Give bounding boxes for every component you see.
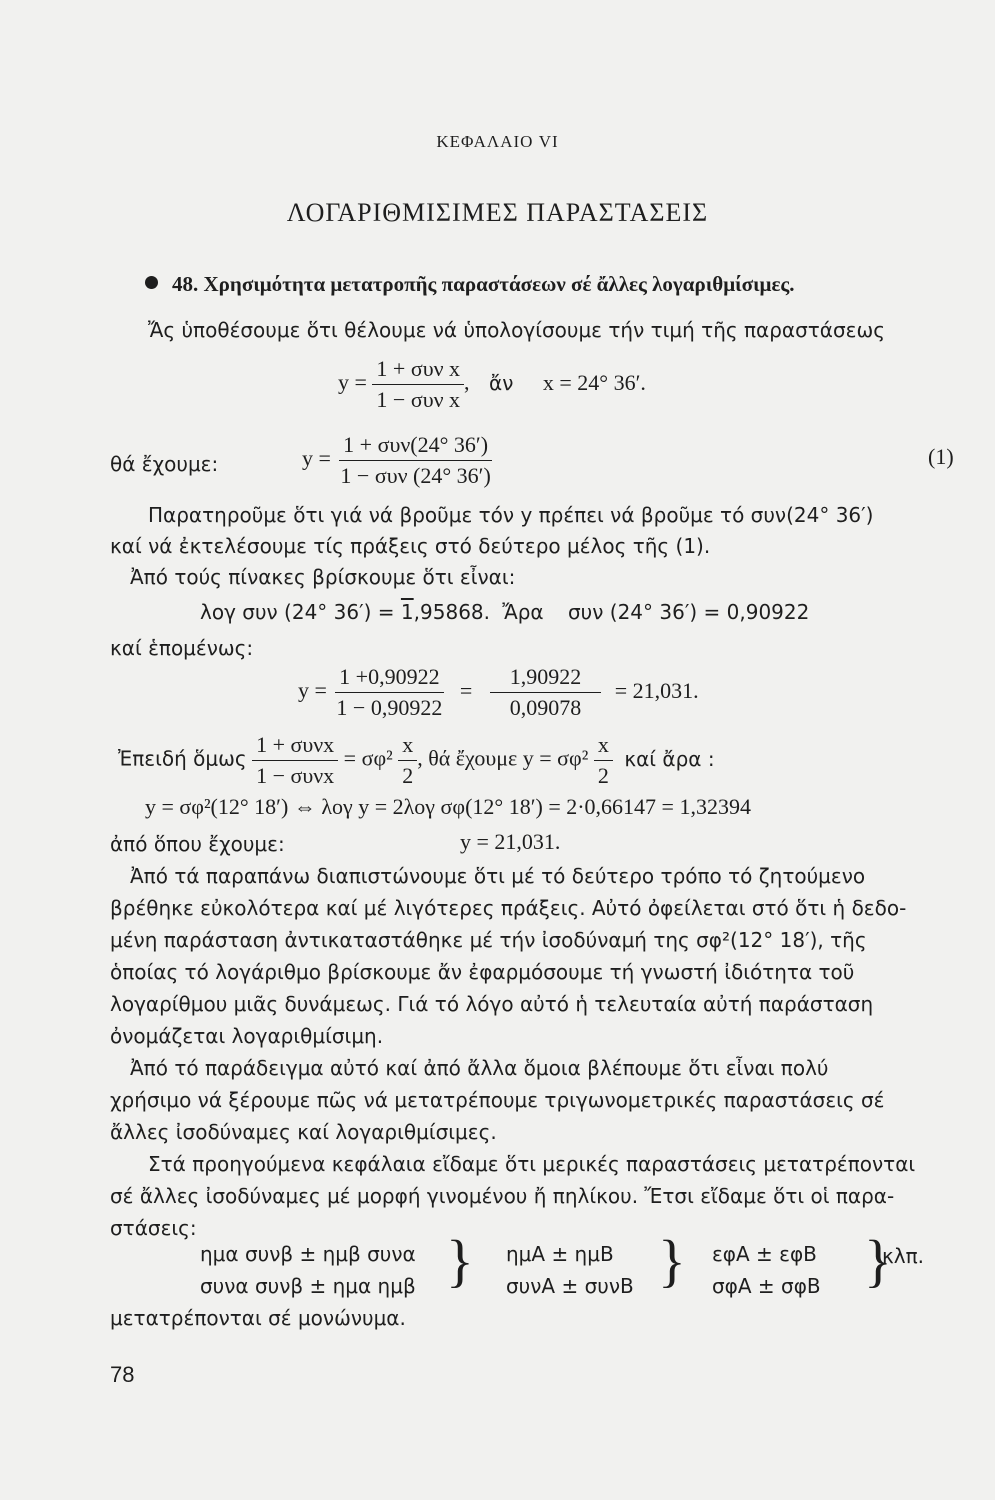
eq1-numerator: 1 + συν x	[372, 356, 464, 385]
log-line-left: λογ συν (24° 36′) =	[200, 600, 401, 624]
paragraph-5-line-2: σέ ἄλλες ἰσοδύναμες μέ μορφή γινομένου ἤ πηλίκου. Ἔτσι εἴδαμε ὅτι οἱ παρα-	[110, 1184, 895, 1208]
eq3-fraction-2	[490, 664, 602, 721]
equation-2	[302, 432, 495, 489]
log-line-ara: Ἄρα	[502, 600, 544, 624]
paragraph-3-line-6: ὀνομάζεται λογαριθμίσιμη.	[110, 1024, 384, 1048]
paragraph-3-line-5: λογαρίθμου μιᾶς δυνάμεως. Γιά τό λόγο αὐτό ἡ τελευταία αὐτή παράσταση	[110, 992, 874, 1016]
expression-group-2-line-2: συνΑ ± συνΒ	[506, 1274, 634, 1298]
paragraph-4-line-2: χρήσιμο νά ξέρουμε πῶς νά μετατρέπουμε τριγωνομετρικές παραστάσεις σέ	[110, 1088, 885, 1112]
eq4-numerator: 1 + συνx	[252, 732, 338, 761]
eq2-numerator: 1 + συν(24° 36′)	[339, 432, 492, 461]
bullet-icon	[145, 276, 158, 289]
eq4-half-fraction-1	[398, 732, 417, 789]
expression-group-3	[712, 1238, 821, 1302]
kai-epomenos: καί ἑπομένως:	[110, 636, 254, 660]
eq4-denominator: 1 − συνx	[256, 763, 335, 788]
section-heading	[145, 272, 795, 297]
brace-3-icon: }	[864, 1228, 892, 1293]
eq3-fraction-1	[332, 664, 446, 721]
chapter-heading: ΚΕΦΑΛΑΙΟ VI	[436, 132, 559, 151]
log-line-bar-digit: 1	[400, 600, 414, 624]
eq3-result: = 21,031.	[614, 677, 699, 703]
eq1-comma: ,	[464, 369, 470, 395]
expression-group-3-line-1: εφΑ ± εφΒ	[712, 1242, 817, 1266]
paragraph-4-line-1: Ἀπό τό παράδειγμα αὐτό καί ἀπό ἄλλα ὅμοια βλέπουμε ὅτι εἶναι πολύ	[130, 1056, 829, 1080]
section-heading-text: 48. Χρησιμότητα μετατροπῆς παραστάσεων σέ ἄλλες λογαριθμίσιμες.	[172, 272, 795, 296]
expression-group-2-line-1: ημΑ ± ημΒ	[506, 1242, 614, 1266]
eq2-label: θά ἔχουμε:	[110, 452, 219, 476]
log-line-rest: ,95868.	[413, 600, 490, 624]
eq4-half-denominator-1: 2	[402, 763, 414, 788]
eq4-half-numerator-1: x	[398, 732, 417, 761]
eq4-half-denominator-2: 2	[597, 763, 609, 788]
intro-paragraph: Ἄς ὑποθέσουμε ὅτι θέλουμε νά ὑπολογίσουμε τήν τιμή τῆς παραστάσεως	[148, 318, 885, 342]
paragraph-3-line-2: βρέθηκε εὐκολότερα καί μέ λιγότερες πράξεις. Αὐτό ὀφείλεται στό ὅτι ἡ δεδο-	[110, 896, 907, 920]
log-line	[200, 600, 809, 624]
equation-1	[338, 356, 646, 413]
equation-5: y = σφ²(12° 18′) ⇔ λογ y = 2λογ σφ(12° 18′) = 2·0,66147 = 1,32394	[145, 794, 751, 819]
eq1-denominator: 1 − συν x	[376, 387, 461, 412]
paragraph-2: Ἀπό τούς πίνακες βρίσκουμε ὅτι εἶναι:	[130, 565, 516, 589]
brace-2-icon: }	[658, 1228, 686, 1293]
expression-group-3-line-2: σφΑ ± σφΒ	[712, 1274, 821, 1298]
eq4-fraction	[252, 732, 338, 789]
expression-group-1-line-2: συνα συνβ ± ημα ημβ	[200, 1274, 416, 1298]
expression-group-2	[506, 1238, 634, 1302]
eq4-half-fraction-2	[594, 732, 613, 789]
closing-line: μετατρέπονται σέ μονώνυμα.	[110, 1306, 406, 1330]
paragraph-3-line-4: ὁποίας τό λογάριθμο βρίσκουμε ἄν ἐφαρμόσουμε τή γνωστή ἰδιότητα τοῦ	[110, 960, 855, 984]
chapter-title: ΛΟΓΑΡΙΘΜΙΣΙΜΕΣ ΠΑΡΑΣΤΑΣΕΙΣ	[286, 198, 709, 227]
eq4-suffix: καί ἄρα :	[624, 746, 715, 771]
paragraph-5-line-3: στάσεις:	[110, 1216, 197, 1240]
eq4-prefix: Ἐπειδή ὅμως	[118, 746, 247, 771]
eq3-denominator-2: 0,09078	[509, 695, 582, 720]
paragraph-4-line-3: ἄλλες ἰσοδύναμες καί λογαριθμίσιμες.	[110, 1120, 497, 1144]
eq4-half-numerator-2: x	[594, 732, 613, 761]
eq6-label: ἀπό ὅπου ἔχουμε:	[110, 832, 285, 856]
equation-tag-1: (1)	[928, 444, 954, 469]
eq1-fraction	[372, 356, 464, 413]
eq3-numerator-2: 1,90922	[490, 664, 602, 693]
brace-1-icon: }	[446, 1228, 474, 1293]
eq1-condition: x = 24° 36′.	[542, 369, 646, 395]
log-line-right: συν (24° 36′) = 0,90922	[567, 600, 810, 624]
eq2-lhs: y =	[302, 445, 331, 471]
eq3-lhs: y =	[298, 677, 327, 703]
eq2-denominator: 1 − συν (24° 36′)	[340, 463, 491, 488]
expression-group-1	[200, 1238, 416, 1302]
paragraph-1-line-2: καί νά ἐκτελέσουμε τίς πράξεις στό δεύτερο μέλος τῆς (1).	[110, 534, 711, 558]
eq4-mid: = σφ²	[343, 745, 393, 771]
paragraph-3-line-3: μένη παράσταση ἀντικαταστάθηκε μέ τήν ἰσοδύναμή της σφ²(12° 18′), τῆς	[110, 928, 867, 952]
eq3-equals: =	[459, 677, 473, 703]
eq3-numerator-1: 1 +0,90922	[335, 664, 443, 693]
equation-4	[118, 732, 715, 789]
page-number: 78	[110, 1362, 135, 1387]
eq1-lhs: y =	[338, 369, 367, 395]
eq6-value: y = 21,031.	[460, 829, 561, 854]
eq4-mid2: , θά ἔχουμε y = σφ²	[417, 745, 589, 771]
equation-3	[298, 664, 699, 721]
paragraph-5-line-1: Στά προηγούμενα κεφάλαια εἴδαμε ὅτι μερικές παραστάσεις μετατρέπονται	[148, 1152, 916, 1176]
paragraph-1-line-1: Παρατηροῦμε ὅτι γιά νά βροῦμε τόν y πρέπει νά βροῦμε τό συν(24° 36′)	[148, 503, 874, 527]
etc-label: κλπ.	[882, 1244, 925, 1268]
expression-group-1-line-1: ημα συνβ ± ημβ συνα	[200, 1242, 416, 1266]
paragraph-3-line-1: Ἀπό τά παραπάνω διαπιστώνουμε ὅτι μέ τό δεύτερο τρόπο τό ζητούμενο	[130, 864, 866, 888]
eq2-fraction	[336, 432, 494, 489]
eq3-denominator-1: 1 − 0,90922	[336, 695, 443, 720]
eq1-condition-word: ἄν	[489, 370, 514, 395]
